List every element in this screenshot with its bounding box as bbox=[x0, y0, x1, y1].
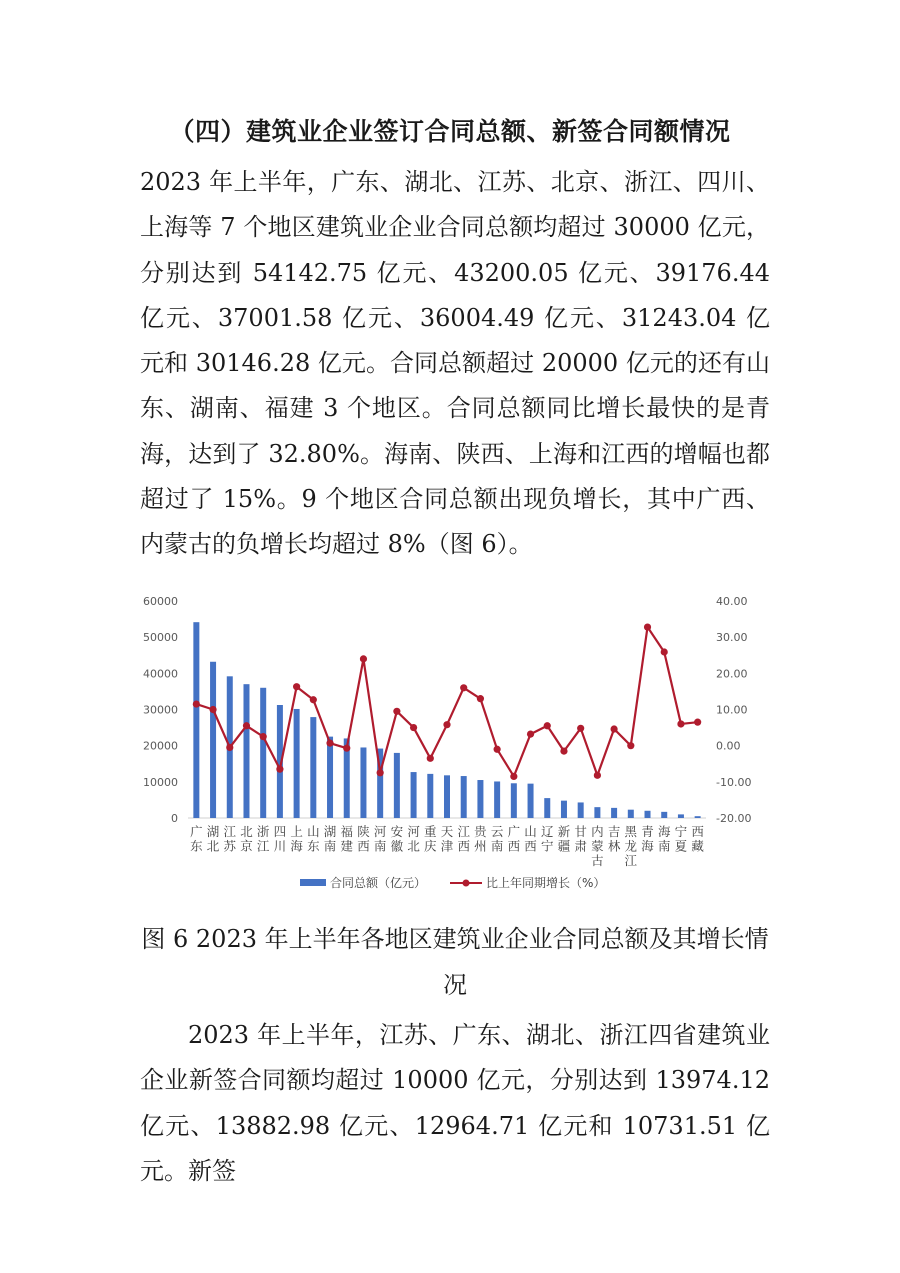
bar bbox=[494, 781, 500, 818]
growth-point bbox=[560, 747, 567, 754]
bar bbox=[444, 775, 450, 818]
growth-point bbox=[694, 719, 701, 726]
growth-point bbox=[427, 755, 434, 762]
category-label: 辽宁 bbox=[541, 824, 554, 854]
category-labels bbox=[190, 824, 704, 868]
growth-point bbox=[393, 708, 400, 715]
category-label: 河北 bbox=[407, 824, 420, 854]
right-tick-label: 30.00 bbox=[716, 631, 748, 645]
growth-point bbox=[193, 700, 200, 707]
bar bbox=[611, 808, 617, 818]
growth-point bbox=[443, 721, 450, 728]
growth-point bbox=[594, 772, 601, 779]
growth-point bbox=[410, 724, 417, 731]
category-label: 河南 bbox=[373, 824, 387, 854]
growth-point bbox=[677, 720, 684, 727]
bar bbox=[628, 810, 634, 818]
bar bbox=[411, 772, 417, 818]
category-label: 内蒙古 bbox=[591, 824, 604, 868]
category-label: 宁夏 bbox=[674, 824, 688, 854]
legend-bar-swatch bbox=[300, 879, 326, 886]
category-label: 北京 bbox=[240, 824, 253, 854]
growth-point bbox=[326, 740, 333, 747]
growth-point bbox=[343, 745, 350, 752]
category-label: 湖北 bbox=[206, 824, 220, 854]
bar bbox=[528, 784, 534, 818]
bar bbox=[310, 717, 316, 818]
growth-point bbox=[544, 722, 551, 729]
left-tick-label: 60000 bbox=[143, 595, 178, 608]
growth-point bbox=[610, 725, 617, 732]
growth-point bbox=[661, 648, 668, 655]
bar bbox=[193, 622, 199, 818]
growth-point bbox=[460, 684, 467, 691]
category-label: 黑龙江 bbox=[624, 824, 638, 868]
bar bbox=[210, 662, 216, 818]
growth-point bbox=[209, 706, 216, 713]
growth-point bbox=[577, 725, 584, 732]
right-axis-ticks bbox=[716, 595, 751, 825]
paragraph-contract-total: 2023 年上半年，广东、湖北、江苏、北京、浙江、四川、上海等 7 个地区建筑业企业合同总额均超过 30000 亿元，分别达到 54142.75 亿元、43200.05 亿元、39176.44 亿元、37001.58 亿元、36004.49 亿元、31243.04 亿元和 30146.28 亿元。合同总额超过 20000 亿元的还有山东、湖南、福建 3 个地区。合同总额同比增长最快的是青海，达到了 32.80%。海南、陕西、上海和江西的增幅也都超过了 15%。9 个地区合同总额出现负增长，其中广西、内蒙古的负增长均超过 8%（图 6）。 bbox=[140, 168, 770, 559]
bar bbox=[394, 753, 400, 818]
growth-point bbox=[260, 733, 267, 740]
category-label: 青海 bbox=[641, 824, 654, 854]
growth-point bbox=[293, 683, 300, 690]
chart-legend bbox=[300, 875, 605, 890]
category-label: 安徽 bbox=[390, 824, 404, 854]
left-tick-label: 50000 bbox=[143, 631, 178, 645]
legend-line-marker bbox=[463, 880, 470, 887]
bar bbox=[294, 709, 300, 818]
left-tick-label: 10000 bbox=[143, 775, 178, 789]
right-tick-label: -10.00 bbox=[716, 775, 752, 789]
legend-bar-label: 合同总额（亿元） bbox=[330, 876, 427, 890]
paragraph-new-contracts: 2023 年上半年，江苏、广东、湖北、浙江四省建筑业企业新签合同额均超过 10000 亿元，分别达到 13974.12 亿元、13882.98 亿元、12964.71 亿元和 10731.51 亿元。新签 bbox=[140, 1021, 770, 1185]
section-heading: （四）建筑业企业签订合同总额、新签合同额情况 bbox=[169, 117, 731, 146]
left-axis-ticks bbox=[143, 595, 178, 825]
category-label: 湖南 bbox=[323, 824, 337, 854]
growth-point bbox=[494, 746, 501, 753]
growth-point bbox=[226, 744, 233, 751]
bar bbox=[561, 801, 567, 818]
category-label: 海南 bbox=[657, 824, 671, 854]
line-series bbox=[193, 623, 701, 780]
category-label: 广东 bbox=[190, 824, 203, 854]
left-tick-label: 40000 bbox=[143, 667, 178, 681]
left-tick-label: 0 bbox=[171, 812, 178, 825]
category-label: 浙江 bbox=[256, 824, 270, 854]
category-label: 福建 bbox=[340, 824, 353, 854]
legend-line-label: 比上年同期增长（%） bbox=[486, 876, 606, 890]
category-label: 山西 bbox=[524, 824, 537, 854]
bar bbox=[645, 811, 651, 818]
growth-point bbox=[243, 722, 250, 729]
category-label: 新疆 bbox=[557, 824, 571, 854]
right-tick-label: 20.00 bbox=[716, 667, 748, 681]
category-label: 山东 bbox=[307, 824, 320, 854]
bar bbox=[360, 747, 366, 818]
growth-line bbox=[196, 627, 697, 776]
growth-point bbox=[510, 773, 517, 780]
category-label: 上海 bbox=[290, 824, 303, 854]
growth-point bbox=[377, 769, 384, 776]
bar bbox=[461, 776, 467, 818]
growth-point bbox=[477, 695, 484, 702]
figure-caption: 图 6 2023 年上半年各地区建筑业企业合同总额及其增长情况 bbox=[141, 925, 769, 999]
bar bbox=[678, 814, 684, 818]
category-label: 云南 bbox=[490, 824, 504, 854]
bar bbox=[544, 798, 550, 818]
bar bbox=[243, 684, 249, 818]
bar bbox=[327, 737, 333, 818]
bar bbox=[260, 688, 266, 818]
category-label: 甘肃 bbox=[574, 824, 587, 854]
right-tick-label: 40.00 bbox=[716, 595, 748, 608]
category-label: 陕西 bbox=[357, 824, 370, 854]
right-tick-label: -20.00 bbox=[716, 812, 752, 825]
category-label: 江西 bbox=[457, 824, 470, 854]
bar-series bbox=[193, 622, 700, 818]
category-label: 西藏 bbox=[691, 824, 704, 854]
category-label: 四川 bbox=[273, 824, 287, 854]
left-tick-label: 30000 bbox=[143, 703, 178, 717]
category-label: 江苏 bbox=[223, 824, 237, 854]
right-tick-label: 0.00 bbox=[716, 739, 741, 753]
category-label: 贵州 bbox=[474, 824, 487, 854]
bar bbox=[661, 812, 667, 818]
left-tick-label: 20000 bbox=[143, 739, 178, 753]
right-tick-label: 10.00 bbox=[716, 703, 748, 717]
bar bbox=[477, 780, 483, 818]
bar bbox=[511, 783, 517, 818]
growth-point bbox=[627, 742, 634, 749]
growth-point bbox=[310, 696, 317, 703]
category-label: 天津 bbox=[440, 824, 454, 854]
category-label: 重庆 bbox=[424, 824, 437, 854]
bar bbox=[695, 816, 701, 818]
growth-point bbox=[360, 655, 367, 662]
category-label: 吉林 bbox=[607, 824, 621, 854]
bar bbox=[427, 774, 433, 818]
growth-point bbox=[644, 623, 651, 630]
bar bbox=[578, 802, 584, 818]
growth-point bbox=[276, 766, 283, 773]
category-label: 广西 bbox=[507, 824, 521, 854]
growth-point bbox=[527, 730, 534, 737]
bar bbox=[594, 807, 600, 818]
